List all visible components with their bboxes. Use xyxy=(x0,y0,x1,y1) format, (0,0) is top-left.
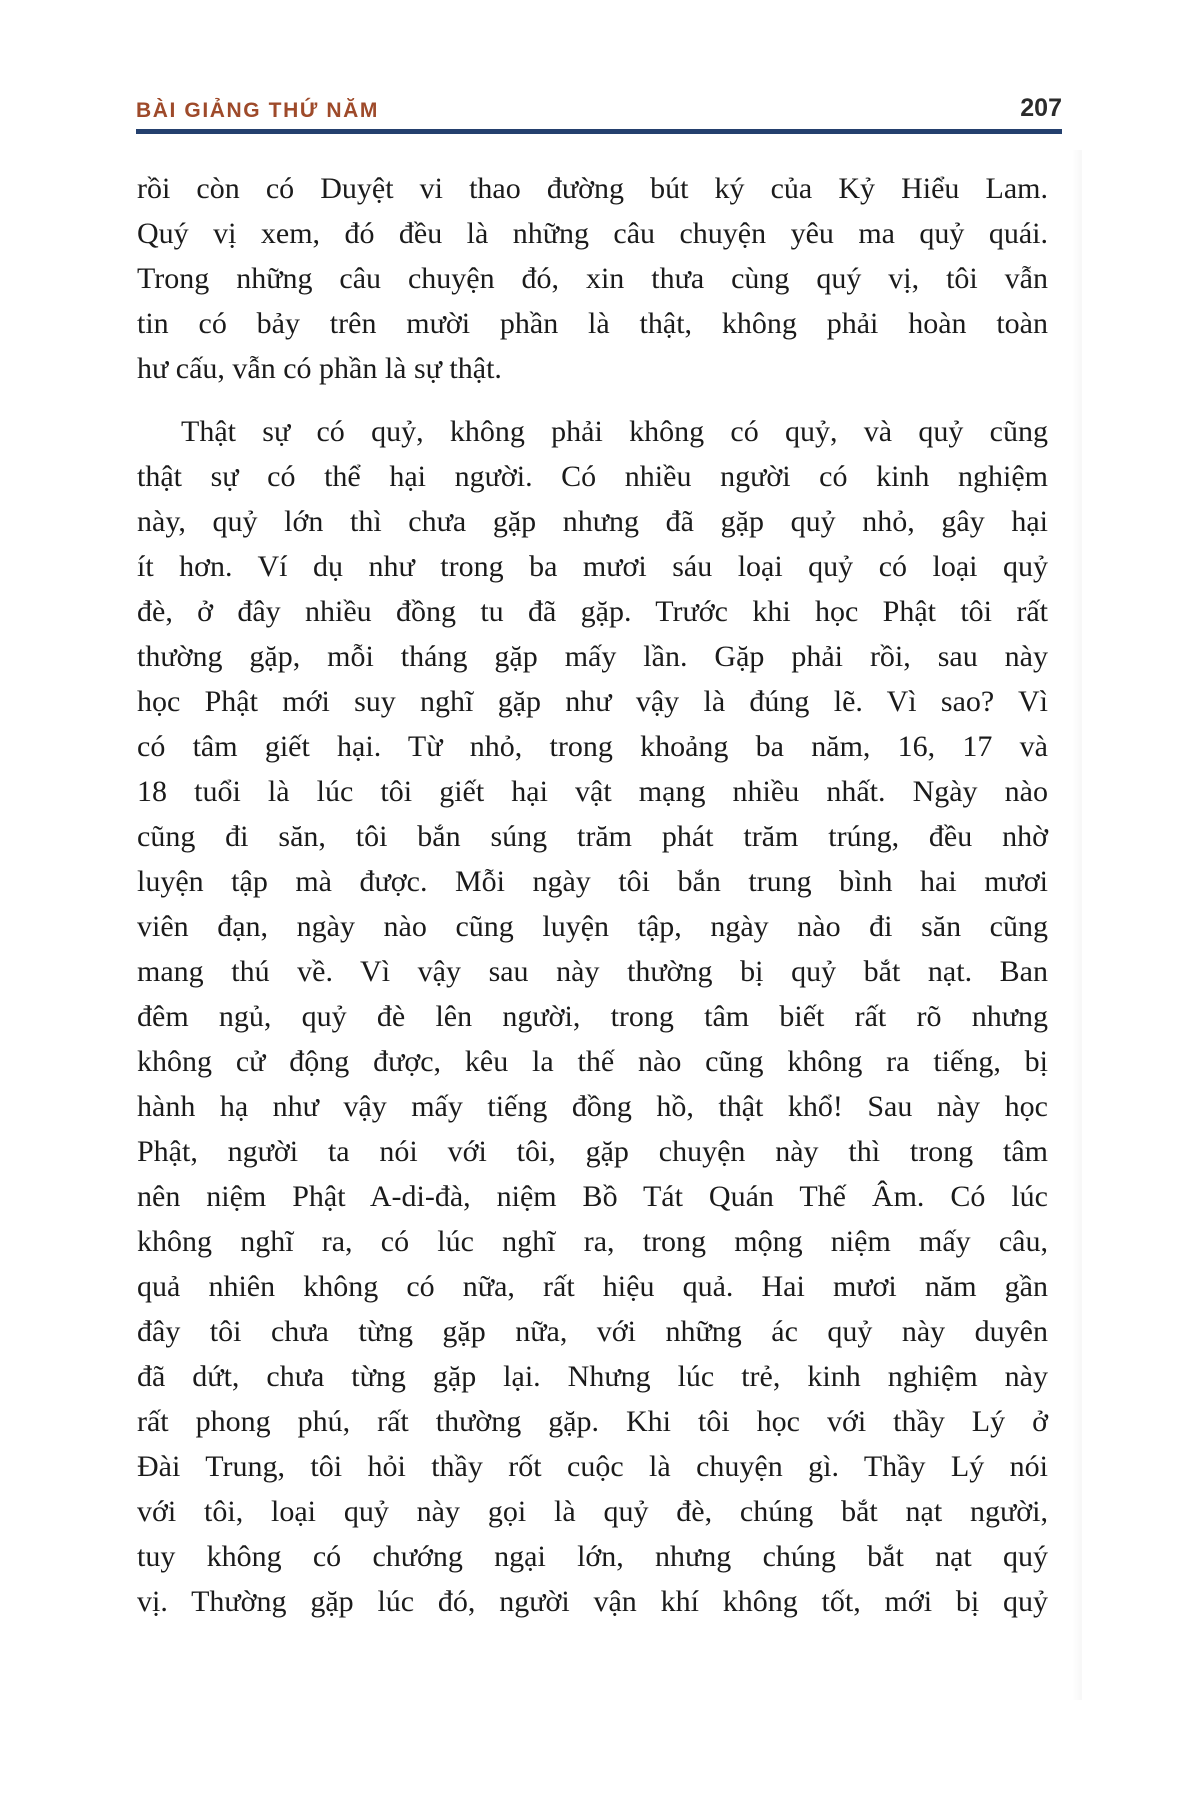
scan-edge-shading xyxy=(1072,150,1082,1700)
text-line: hành hạ như vậy mấy tiếng đồng hồ, thật khổ! Sau này học xyxy=(137,1090,1048,1123)
text-line: thật sự có thể hại người. Có nhiều người có kinh nghiệm xyxy=(137,460,1048,493)
paragraph xyxy=(137,166,1048,391)
text-line: đêm ngủ, quỷ đè lên người, trong tâm biết rất rõ nhưng xyxy=(137,1000,1048,1033)
text-line: này, quỷ lớn thì chưa gặp nhưng đã gặp quỷ nhỏ, gây hại xyxy=(137,505,1048,538)
text-line: rất phong phú, rất thường gặp. Khi tôi học với thầy Lý ở xyxy=(137,1405,1048,1438)
text-line: rồi còn có Duyệt vi thao đường bút ký của Kỷ Hiểu Lam. xyxy=(137,172,1048,205)
text-line: không nghĩ ra, có lúc nghĩ ra, trong mộng niệm mấy câu, xyxy=(137,1225,1048,1258)
text-line: viên đạn, ngày nào cũng luyện tập, ngày nào đi săn cũng xyxy=(137,910,1048,943)
text-line: luyện tập mà được. Mỗi ngày tôi bắn trung bình hai mươi xyxy=(137,865,1048,898)
text-line: tin có bảy trên mười phần là thật, không phải hoàn toàn xyxy=(137,307,1048,340)
text-line: đây tôi chưa từng gặp nữa, với những ác quỷ này duyên xyxy=(137,1315,1048,1348)
text-line: có tâm giết hại. Từ nhỏ, trong khoảng ba năm, 16, 17 và xyxy=(137,730,1048,763)
text-line: tuy không có chướng ngại lớn, nhưng chúng bắt nạt quý xyxy=(137,1540,1048,1573)
text-line: quả nhiên không có nữa, rất hiệu quả. Hai mươi năm gần xyxy=(137,1270,1048,1303)
chapter-title: BÀI GIẢNG THỨ NĂM xyxy=(136,99,379,122)
running-header xyxy=(136,96,1062,121)
paragraph xyxy=(137,409,1048,1624)
header-rule xyxy=(136,129,1062,134)
text-line: Quý vị xem, đó đều là những câu chuyện yêu ma quỷ quái. xyxy=(137,217,1048,250)
text-line: Trong những câu chuyện đó, xin thưa cùng quý vị, tôi vẫn xyxy=(137,262,1048,295)
text-line: cũng đi săn, tôi bắn súng trăm phát trăm trúng, đều nhờ xyxy=(137,820,1048,853)
text-line: đè, ở đây nhiều đồng tu đã gặp. Trước khi học Phật tôi rất xyxy=(137,595,1048,628)
text-line: Thật sự có quỷ, không phải không có quỷ, và quỷ cũng xyxy=(181,415,1048,448)
text-line: ít hơn. Ví dụ như trong ba mươi sáu loại quỷ có loại quỷ xyxy=(137,550,1048,583)
text-line: 18 tuổi là lúc tôi giết hại vật mạng nhiều nhất. Ngày nào xyxy=(137,775,1048,808)
text-line: đã dứt, chưa từng gặp lại. Nhưng lúc trẻ, kinh nghiệm này xyxy=(137,1360,1048,1393)
text-line: mang thú về. Vì vậy sau này thường bị quỷ bắt nạt. Ban xyxy=(137,955,1048,988)
text-line: nên niệm Phật A-di-đà, niệm Bồ Tát Quán Thế Âm. Có lúc xyxy=(137,1180,1048,1213)
page-body xyxy=(137,166,1048,1624)
text-line: với tôi, loại quỷ này gọi là quỷ đè, chúng bắt nạt người, xyxy=(137,1495,1048,1528)
text-line: học Phật mới suy nghĩ gặp như vậy là đúng lẽ. Vì sao? Vì xyxy=(137,685,1048,718)
text-line: Phật, người ta nói với tôi, gặp chuyện này thì trong tâm xyxy=(137,1135,1048,1168)
text-line: không cử động được, kêu la thế nào cũng không ra tiếng, bị xyxy=(137,1045,1048,1078)
text-line: thường gặp, mỗi tháng gặp mấy lần. Gặp phải rồi, sau này xyxy=(137,640,1048,673)
text-line: hư cấu, vẫn có phần là sự thật. xyxy=(137,352,502,385)
text-line: vị. Thường gặp lúc đó, người vận khí không tốt, mới bị quỷ xyxy=(137,1585,1048,1618)
page-number: 207 xyxy=(1020,94,1062,122)
text-line: Đài Trung, tôi hỏi thầy rốt cuộc là chuyện gì. Thầy Lý nói xyxy=(137,1450,1048,1483)
